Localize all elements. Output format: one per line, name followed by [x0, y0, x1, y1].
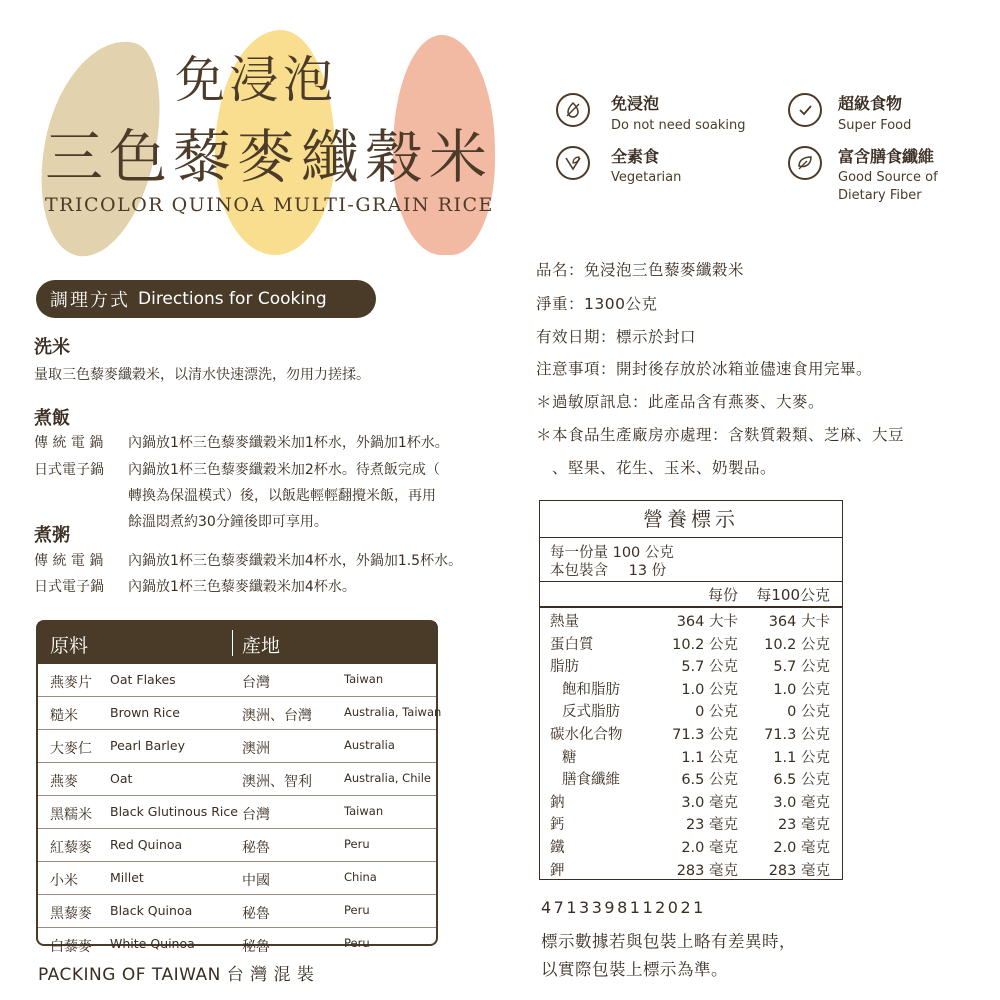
ingredient-name-zh: 燕麥: [50, 774, 78, 790]
nutrient-per-100g: 71.3 公克: [764, 727, 830, 743]
title-line-2: 三色藜麥纖穀米: [45, 123, 494, 191]
nutrient-name: 鈉: [550, 794, 565, 811]
nutrient-name: 反式脂肪: [562, 704, 620, 721]
wash-title: 洗米: [34, 337, 70, 358]
origin-zh: 秘魯: [242, 939, 270, 955]
congee-row-label: 日式電子鍋: [34, 579, 104, 595]
nutrient-per-serving: 71.3 公克: [672, 727, 738, 743]
nutrition-row: [540, 858, 842, 880]
ingredients-table: [36, 620, 442, 955]
ingredient-name-zh: 大麥仁: [50, 741, 92, 757]
origin-zh: 秘魯: [242, 840, 270, 856]
ingredient-name-zh: 糙米: [50, 708, 78, 724]
ingredient-name-en: Brown Rice: [110, 705, 180, 720]
header-origin: 產地: [242, 635, 281, 657]
feature-vegetarian-title: 全素食: [611, 147, 660, 166]
col-per-100g: 每100公克: [756, 586, 830, 604]
cook-row-text: 內鍋放1杯三色藜麥纖穀米加1杯水，外鍋加1杯水。: [128, 435, 449, 451]
wash-text: 量取三色藜麥纖穀米，以清水快速漂洗，勿用力搓揉。: [34, 367, 370, 383]
nutrient-per-serving: 6.5 公克: [681, 772, 738, 789]
nutrient-name: 飽和脂肪: [562, 681, 620, 698]
ingredients-table-header: [38, 622, 436, 664]
nutrition-row: [540, 632, 842, 654]
product-info-line: 有效日期：標示於封口: [536, 328, 697, 346]
cook-row-text: 內鍋放1杯三色藜麥纖穀米加2杯水。待煮飯完成（: [128, 462, 440, 478]
ingredient-row: [38, 895, 436, 928]
ingredient-row: [38, 829, 436, 862]
nutrient-name: 糖: [562, 749, 577, 766]
nutrient-per-100g: 6.5 公克: [773, 772, 830, 789]
ingredient-name-en: White Quinoa: [110, 936, 195, 951]
fiber-icon: [788, 146, 822, 180]
vegetarian-icon: [556, 146, 590, 180]
ingredient-row: [38, 697, 442, 730]
product-info-line: 、堅果、花生、玉米、奶製品。: [536, 459, 777, 477]
cook-row-label: 傳 統 電 鍋: [34, 435, 104, 451]
nutrient-per-100g: 283 毫克: [768, 862, 830, 879]
nutrient-name: 鈣: [550, 817, 565, 834]
nutrient-per-serving: 364 大卡: [676, 614, 738, 630]
nutrient-per-serving: 1.0 公克: [681, 681, 738, 698]
ingredient-row: [38, 763, 436, 796]
congee-title: 煮粥: [34, 525, 70, 546]
origin-en: Australia: [344, 738, 395, 752]
barcode-number: 4713398112021: [541, 898, 706, 917]
feature-fiber-sub: Good Source of Dietary Fiber: [838, 170, 938, 203]
nutrition-column-header: [540, 581, 842, 608]
product-info-line: 注意事項：開封後存放於冰箱並儘速食用完畢。: [536, 360, 873, 378]
nutrition-row: [540, 699, 842, 721]
ingredient-name-en: Black Glutinous Rice: [110, 804, 238, 819]
nutrition-title: 營養標示: [540, 501, 842, 538]
nutrient-per-100g: 23 毫克: [777, 817, 830, 834]
origin-zh: 中國: [242, 873, 270, 889]
nutrition-row: [540, 790, 842, 812]
directions-header: [36, 280, 376, 318]
nutrient-per-serving: 283 毫克: [676, 862, 738, 879]
product-info-line: ＊過敏原訊息：此產品含有燕麥、大麥。: [536, 393, 825, 411]
nutrient-name: 碳水化合物: [550, 727, 623, 743]
nutrient-per-100g: 0 公克: [787, 704, 830, 721]
ingredient-name-en: Red Quinoa: [110, 837, 183, 852]
col-per-serving: 每份: [707, 586, 738, 604]
congee-row-text: 內鍋放1杯三色藜麥纖穀米加4杯水。: [128, 579, 356, 595]
ingredient-name-en: Millet: [110, 870, 144, 885]
product-info-line: ＊本食品生產廠房亦處理：含麩質穀類、芝麻、大豆: [536, 426, 905, 444]
nutrient-per-serving: 23 毫克: [685, 817, 738, 834]
feature-fiber-title: 富含膳食纖維: [838, 147, 935, 166]
origin-en: Taiwan: [344, 672, 384, 686]
nutrient-per-100g: 5.7 公克: [773, 659, 830, 676]
origin-en: Peru: [344, 936, 370, 950]
nutrient-name: 脂肪: [550, 659, 579, 676]
origin-zh: 澳洲、台灣: [242, 708, 312, 724]
nutrient-per-100g: 1.0 公克: [773, 681, 830, 698]
cook-row-text: 轉換為保溫模式）後，以飯匙輕輕翻攪米飯，再用: [128, 488, 436, 504]
nutrient-name: 熱量: [550, 614, 579, 630]
feature-vegetarian-sub: Vegetarian: [611, 170, 682, 185]
origin-zh: 澳洲、智利: [242, 774, 312, 790]
ingredient-row: [38, 730, 436, 763]
nutrition-facts-table: [539, 500, 843, 880]
origin-zh: 台灣: [242, 807, 270, 823]
origin-zh: 澳洲: [242, 741, 270, 757]
servings-per-pack: 本包裝含 13 份: [550, 563, 667, 579]
header-divider: [232, 630, 233, 656]
super-food-icon: [788, 93, 822, 127]
nutrition-row: [540, 677, 842, 699]
nutrition-row: [540, 767, 842, 789]
nutrition-row: [540, 745, 842, 767]
origin-en: Peru: [344, 903, 370, 917]
nutrition-row: [540, 609, 842, 631]
ingredient-row: [38, 796, 436, 829]
ingredient-name-zh: 紅藜麥: [50, 840, 92, 856]
packing-origin: PACKING OF TAIWAN 台 灣 混 裝: [38, 965, 315, 985]
origin-zh: 台灣: [242, 675, 270, 691]
congee-row-text: 內鍋放1杯三色藜麥纖穀米加4杯水，外鍋加1.5杯水。: [128, 553, 463, 569]
feature-no-soak-sub: Do not need soaking: [611, 118, 746, 133]
ingredient-name-zh: 黑藜麥: [50, 906, 92, 922]
origin-zh: 秘魯: [242, 906, 270, 922]
cook-row-text: 餘溫悶煮約30分鐘後即可享用。: [128, 514, 328, 530]
nutrient-name: 鐵: [550, 840, 565, 856]
ingredient-name-zh: 小米: [50, 873, 78, 889]
nutrient-per-100g: 364 大卡: [768, 614, 830, 630]
feature-super-food-title: 超級食物: [838, 94, 903, 113]
ingredient-name-en: Black Quinoa: [110, 903, 193, 918]
nutrient-per-100g: 2.0 毫克: [773, 840, 830, 856]
nutrition-row: [540, 722, 842, 744]
title-english: TRICOLOR QUINOA MULTI-GRAIN RICE: [45, 194, 494, 216]
directions-title-zh: 調理方式: [50, 290, 130, 311]
product-info-line: 淨重：1300公克: [536, 295, 658, 313]
ingredient-name-zh: 黑糯米: [50, 807, 92, 823]
origin-en: China: [344, 870, 377, 884]
footnote-line-2: 以實際包裝上標示為準。: [541, 960, 728, 979]
origin-en: Peru: [344, 837, 370, 851]
nutrition-row: [540, 812, 842, 834]
ingredient-row: [38, 664, 436, 697]
origin-en: Australia, Chile: [344, 771, 431, 785]
serving-size: 每一份量 100 公克: [550, 545, 674, 561]
product-info-line: 品名：免浸泡三色藜麥纖穀米: [536, 261, 745, 279]
feature-super-food-sub: Super Food: [838, 118, 912, 133]
nutrient-name: 鉀: [550, 862, 565, 879]
ingredient-name-en: Oat Flakes: [110, 672, 176, 687]
nutrient-per-100g: 3.0 毫克: [773, 794, 830, 811]
nutrient-per-serving: 3.0 毫克: [681, 794, 738, 811]
ingredients-table-body: [38, 664, 442, 960]
cook-rice-title: 煮飯: [34, 408, 70, 429]
ingredient-name-en: Oat: [110, 771, 133, 786]
nutrition-row: [540, 654, 842, 676]
directions-title-en: Directions for Cooking: [138, 289, 327, 309]
header-material: 原料: [50, 635, 89, 657]
ingredient-row: [38, 862, 436, 895]
origin-en: Australia, Taiwan: [344, 705, 442, 719]
nutrition-row: [540, 835, 842, 857]
nutrient-name: 膳食纖維: [562, 772, 620, 789]
nutrient-per-100g: 10.2 公克: [764, 636, 830, 653]
congee-row-label: 傳 統 電 鍋: [34, 553, 104, 569]
ingredient-name-zh: 白藜麥: [50, 939, 92, 955]
ingredient-row: [38, 928, 436, 960]
nutrient-per-serving: 10.2 公克: [672, 636, 738, 653]
nutrient-per-serving: 2.0 毫克: [681, 840, 738, 856]
nutrient-per-serving: 5.7 公克: [681, 659, 738, 676]
nutrient-name: 蛋白質: [550, 636, 594, 653]
origin-en: Taiwan: [344, 804, 384, 818]
ingredient-name-zh: 燕麥片: [50, 675, 92, 691]
cook-row-label: 日式電子鍋: [34, 462, 104, 478]
nutrient-per-100g: 1.1 公克: [773, 749, 830, 766]
ingredient-name-en: Pearl Barley: [110, 738, 185, 753]
title-line-1: 免浸泡: [175, 51, 337, 109]
no-soak-icon: [556, 93, 590, 127]
feature-no-soak-title: 免浸泡: [611, 94, 660, 113]
nutrient-per-serving: 0 公克: [695, 704, 738, 721]
footnote-line-1: 標示數據若與包裝上略有差異時，: [541, 932, 796, 951]
nutrient-per-serving: 1.1 公克: [681, 749, 738, 766]
